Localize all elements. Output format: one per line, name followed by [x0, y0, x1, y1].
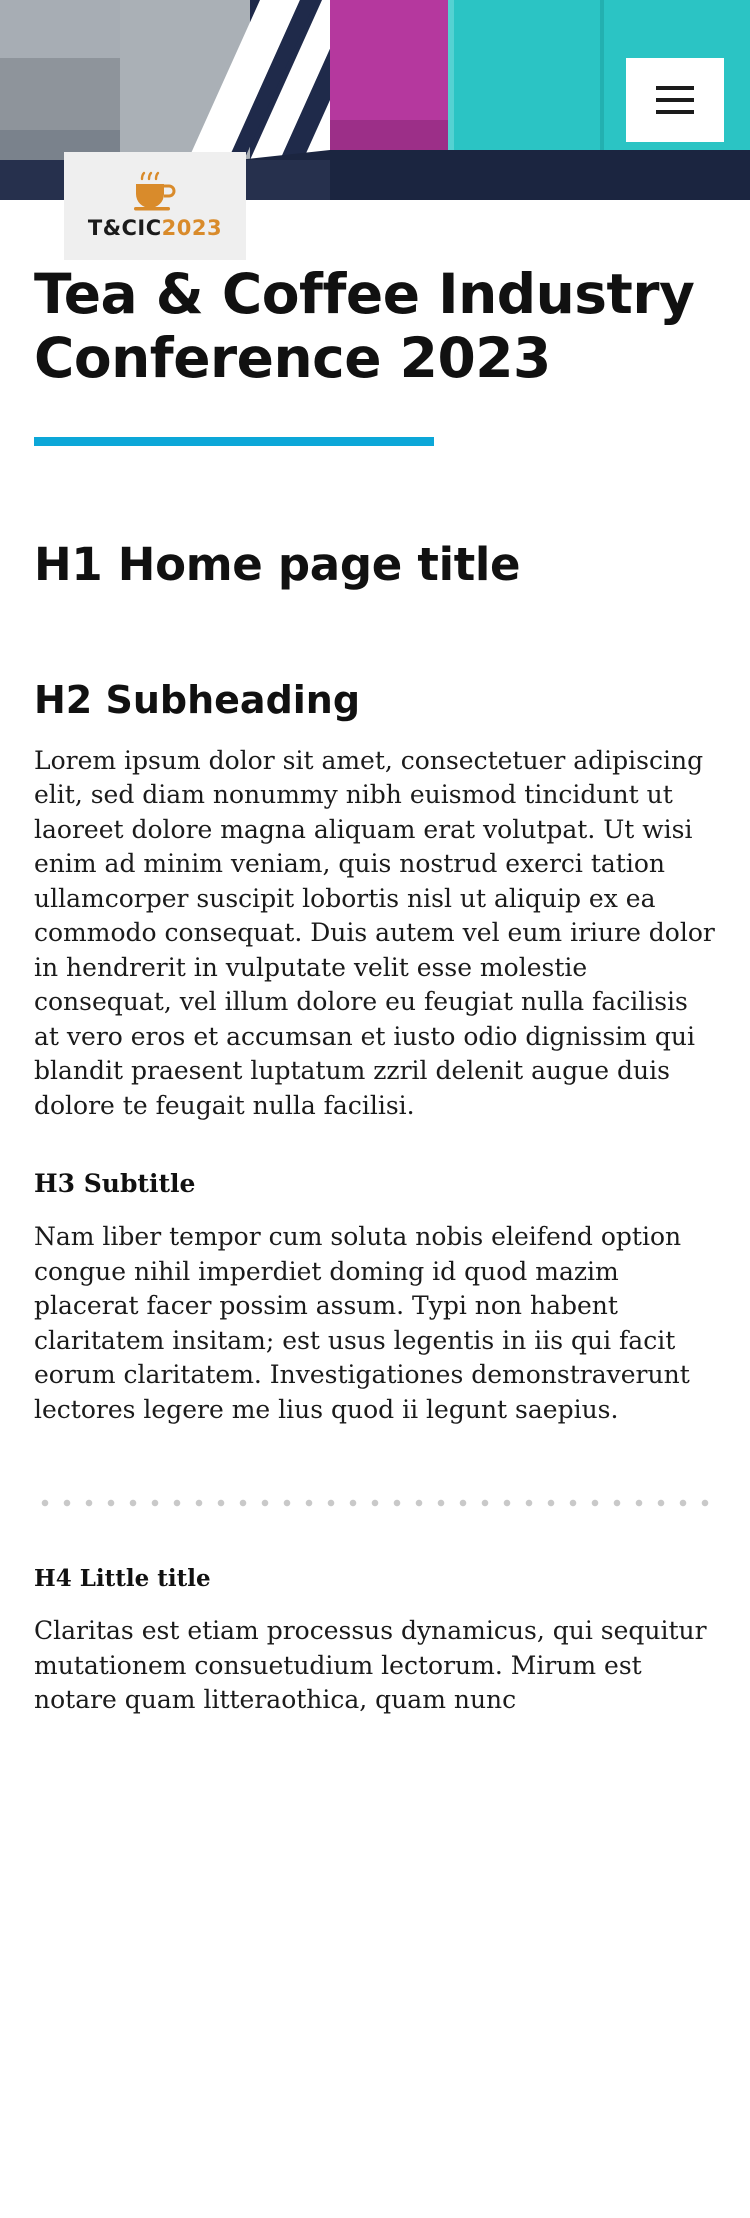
section-subtitle: H3 Subtitle [34, 1169, 196, 1199]
menu-button[interactable] [626, 58, 724, 142]
site-title: Tea & Coffee Industry Conference 2023 [34, 262, 695, 391]
section-subheading: H2 Subheading [34, 677, 361, 722]
logo-text-year: 2023 [161, 216, 223, 240]
accent-rule [34, 437, 434, 446]
dotted-divider [34, 1499, 716, 1507]
section-little-title: H4 Little title [34, 1565, 211, 1593]
paragraph-one: Lorem ipsum dolor sit amet, consectetuer adipiscing elit, sed diam nonummy nibh euismod tincidunt ut laoreet dolore magna aliquam erat volutpat. Ut wisi enim ad minim veniam, quis nostrud exerci tation ullamcorper suscipit lobortis nisl ut aliquip ex ea commodo consequat. Duis autem vel eum iriure dolor in hendrerit in vulputate velit esse molestie consequat, vel illum dolore eu feugiat nulla facilisis at vero eros et accumsan et iusto odio dignissim qui blandit praesent luptatum zzril delenit augue duis dolore te feugait nulla facilisi. [34, 745, 715, 1120]
paragraph-three: Claritas est etiam processus dynamicus, qui sequitur mutationem consuetudium lectorum. Mirum est notare quam litteraothica, quam nunc [34, 1616, 707, 1715]
main-content [0, 262, 750, 1718]
hero-banner [0, 0, 750, 240]
hamburger-icon [656, 86, 694, 114]
logo-text [88, 216, 222, 240]
coffee-cup-icon [132, 172, 178, 212]
site-logo[interactable] [64, 152, 246, 260]
logo-text-main: T&CIC [87, 216, 162, 240]
page-title: H1 Home page title [34, 537, 521, 591]
paragraph-two: Nam liber tempor cum soluta nobis eleifend option congue nihil imperdiet doming id quod mazim placerat facer possim assum. Typi non habent claritatem insitam; est usus legentis in iis qui facit eorum claritatem. Investigationes demonstraverunt lectores legere me lius quod ii legunt saepius. [34, 1222, 690, 1424]
